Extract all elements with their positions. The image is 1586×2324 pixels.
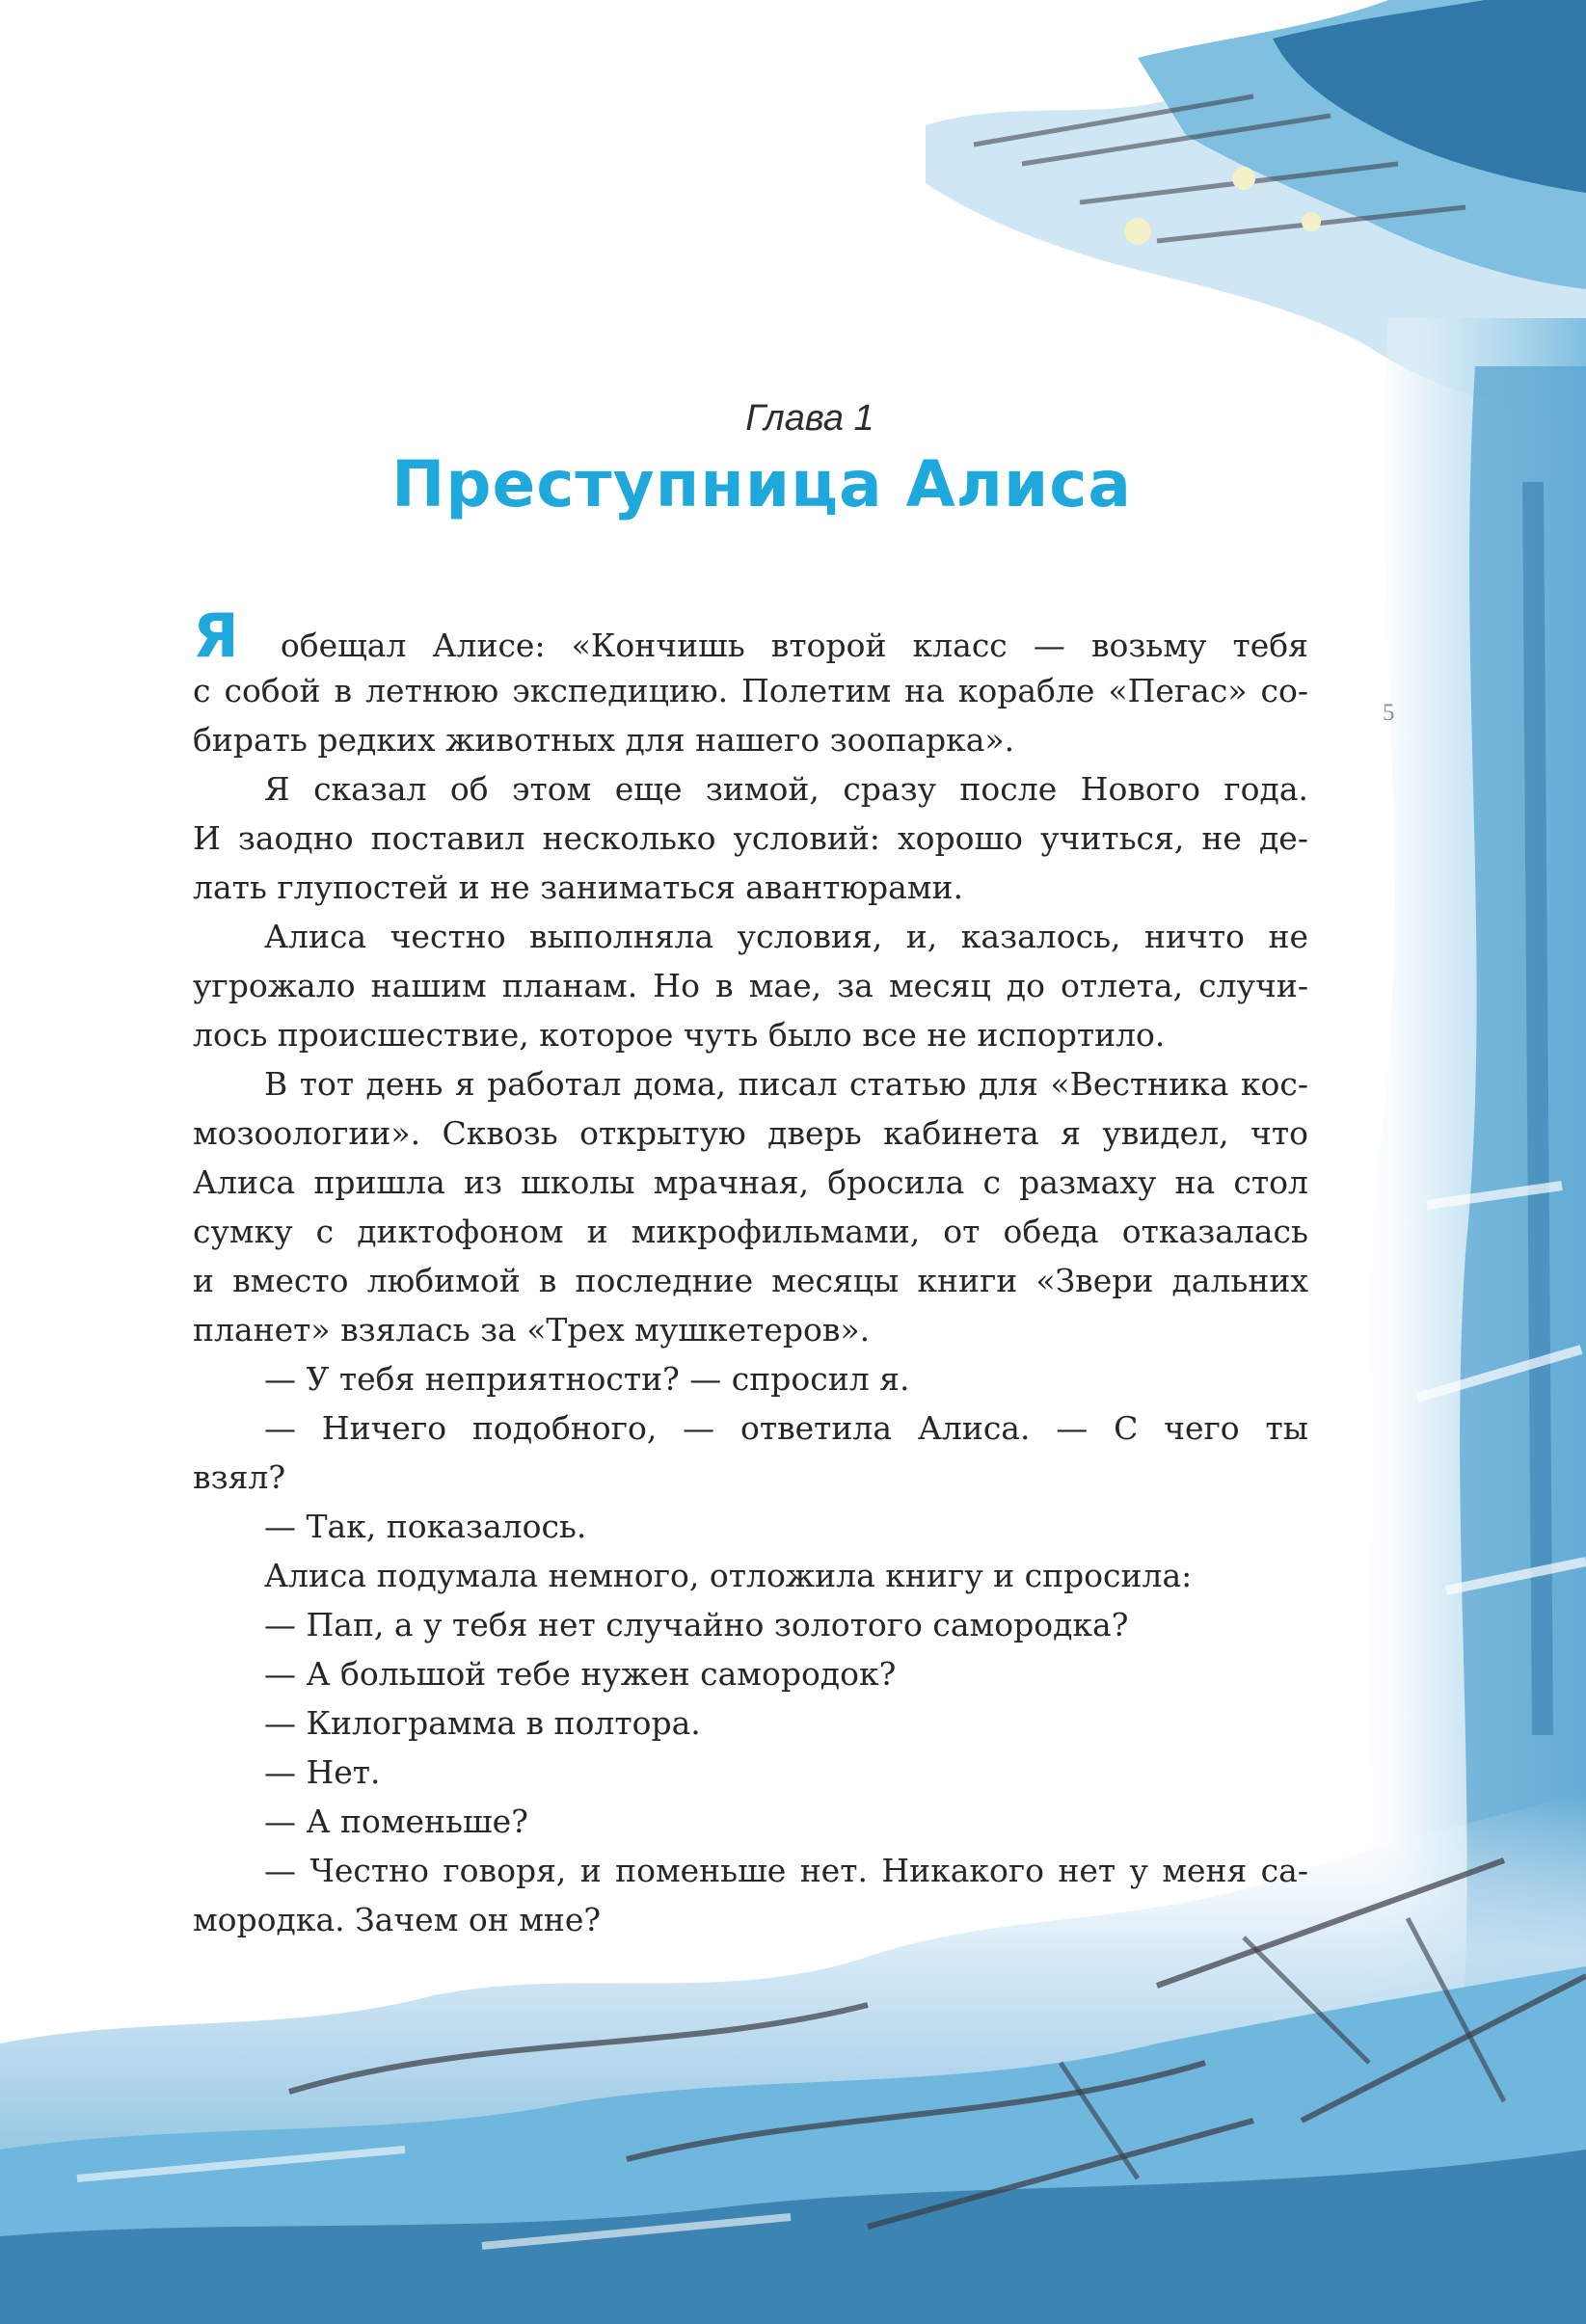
text-line: — Честно говоря, и поменьше нет. Никакого нет у меня са-	[264, 1852, 1308, 1889]
chapter-body	[193, 601, 1308, 1944]
chapter-label: Глава 1	[745, 398, 874, 439]
chapter-title: Преступница Алиса	[391, 447, 1132, 521]
text-line: Алиса подумала немного, отложила книгу и спросила:	[264, 1557, 1193, 1594]
text-line: сумку с диктофоном и микрофильмами, от обеда отказалась	[193, 1213, 1308, 1250]
text-line: — Пап, а у тебя нет случайно золотого самородка?	[264, 1606, 1129, 1643]
text-line: с собой в летнюю экспедицию. Полетим на корабле «Пегас» со-	[193, 672, 1308, 709]
text-line: — Килограмма в полтора.	[264, 1704, 701, 1742]
text-line: — А большой тебе нужен самородок?	[264, 1655, 897, 1693]
text-line: Я сказал об этом еще зимой, сразу после Нового года.	[264, 770, 1308, 808]
drop-cap: Я	[193, 601, 239, 671]
page-number: 5	[1383, 700, 1395, 726]
text-line: — Ничего подобного, — ответила Алиса. — С чего ты	[264, 1409, 1308, 1447]
text-line: — Так, показалось.	[264, 1508, 587, 1545]
text-line: И заодно поставил несколько условий: хорошо учиться, не де-	[193, 819, 1308, 857]
text-line: Алиса честно выполняла условия, и, казалось, ничто не	[264, 918, 1308, 955]
chapter-header	[193, 393, 1311, 526]
text-line-content: обещал Алисе: «Кончишь второй класс — возьму тебя	[254, 627, 1308, 664]
text-line: — А поменьше?	[264, 1803, 528, 1840]
text-line: планет» взялась за «Трех мушкетеров».	[193, 1311, 871, 1349]
text-line: Алиса пришла из школы мрачная, бросила с размаху на стол	[193, 1163, 1308, 1201]
text-line: — Нет.	[264, 1753, 381, 1791]
text-line: мозоологии». Сквозь открытую дверь кабинета я увидел, что	[193, 1114, 1308, 1152]
text-line: лось происшествие, которое чуть было все не испортило.	[193, 1016, 1166, 1054]
text-line: В тот день я работал дома, писал статью для «Вестника кос-	[264, 1065, 1308, 1103]
text-line	[193, 601, 1308, 671]
text-line: лать глупостей и не заниматься авантюрами.	[193, 868, 964, 906]
text-line: — У тебя неприятности? — спросил я.	[264, 1360, 910, 1398]
text-line: взял?	[193, 1458, 286, 1496]
text-line: бирать редких животных для нашего зоопарка».	[193, 721, 1015, 759]
text-line: и вместо любимой в последние месяцы книги «Звери дальних	[193, 1262, 1308, 1299]
text-line: угрожало нашим планам. Но в мае, за месяц до отлета, случи-	[193, 967, 1308, 1004]
text-line: мородка. Зачем он мне?	[193, 1901, 602, 1938]
